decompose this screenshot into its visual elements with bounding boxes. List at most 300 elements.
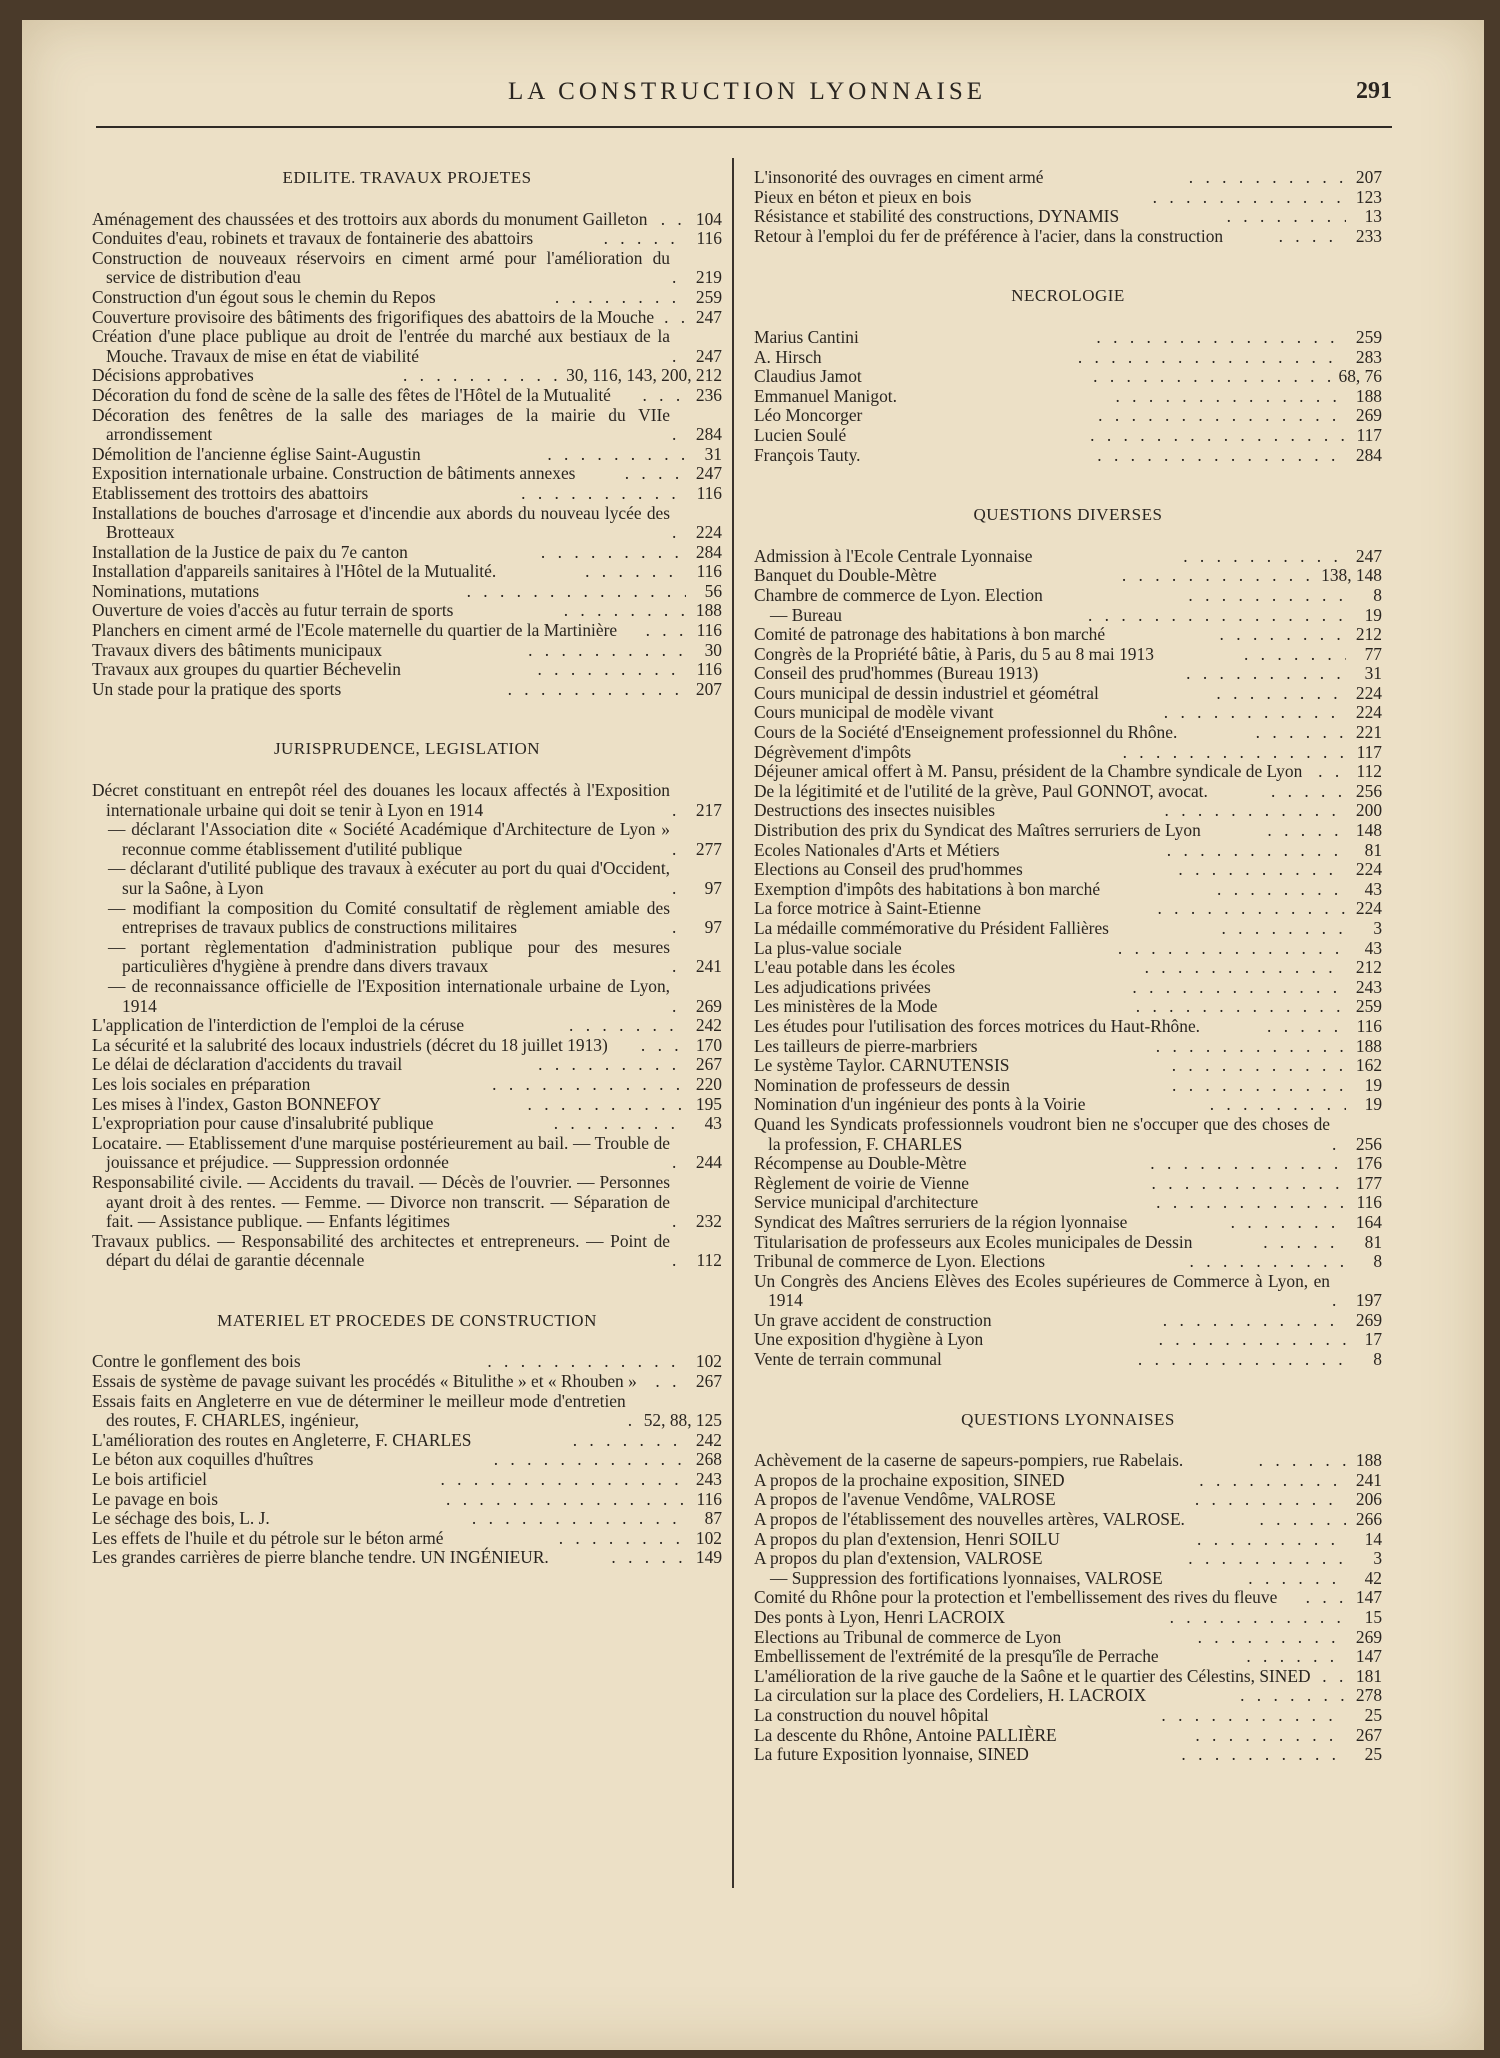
entry-text: Récompense au Double-Mètre [754, 1153, 967, 1174]
leader-dots [672, 879, 686, 899]
leader-dots [1167, 841, 1346, 861]
index-entry [754, 703, 1382, 723]
entry-page: 188 [1355, 1450, 1382, 1471]
leader-dots [573, 1431, 686, 1451]
entry-text: Règlement de voirie de Vienne [754, 1172, 969, 1193]
entry-page: 3 [1373, 918, 1383, 938]
leader-dots [403, 366, 564, 386]
leader-dots [1244, 645, 1346, 665]
entry-text: Couverture provisoire des bâtiments des frigorifiques des abattoirs de la Mouche [92, 306, 655, 327]
entry-text: Un stade pour la pratique des sports [92, 678, 342, 699]
index-entry [92, 406, 722, 445]
index-entry [754, 586, 1382, 606]
entry-page: 8 [1373, 1251, 1383, 1272]
entry-page: 147 [1355, 1587, 1383, 1608]
leader-dots [1156, 1037, 1346, 1057]
index-entry [92, 1509, 722, 1529]
leader-dots [585, 562, 686, 582]
entry-text: La construction du nouvel hôpital [754, 1704, 989, 1725]
index-entry [754, 743, 1382, 763]
entry-text: Essais faits en Angleterre en vue de déterminer le meilleur mode d'entretien des routes, F. CHARLES, ingénieur, [92, 1390, 626, 1431]
leader-dots [672, 425, 686, 445]
entry-page: 269 [1355, 405, 1382, 426]
entry-text: La médaille commémorative du Président Fallières [754, 918, 1109, 938]
index-entry [92, 1232, 722, 1271]
entry-page: 200 [1355, 800, 1383, 821]
entry-text: Exposition internationale urbaine. Construction de bâtiments annexes [92, 463, 576, 484]
entry-page: 284 [1355, 444, 1382, 465]
leader-dots [1195, 1490, 1346, 1510]
leader-dots [537, 660, 686, 680]
index-entry [754, 1628, 1382, 1648]
entry-text: Chambre de commerce de Lyon. Election [754, 584, 1043, 605]
leader-dots [1210, 1095, 1346, 1115]
entry-page: 97 [704, 878, 722, 898]
index-entry [754, 1510, 1382, 1530]
index-entry [754, 1549, 1382, 1569]
leader-dots [1153, 188, 1346, 208]
entry-text: Déjeuner amical offert à M. Pansu, président de la Chambre syndicale de Lyon [754, 761, 1303, 782]
entry-page: 116 [1356, 1192, 1382, 1213]
index-entry [754, 1233, 1382, 1253]
index-entry [754, 367, 1382, 387]
entry-page: 242 [695, 1015, 722, 1036]
index-entry [754, 188, 1382, 208]
entry-text: De la légitimité et de l'utilité de la grève, Paul GONNOT, avocat. [754, 780, 1208, 801]
entry-text: Service municipal d'architecture [754, 1192, 979, 1213]
entry-text: Nomination d'un ingénieur des ponts à la Voirie [754, 1094, 1086, 1115]
entry-page: 224 [1355, 859, 1383, 880]
leader-dots [672, 1251, 686, 1271]
entry-text: Conseil des prud'hommes (Bureau 1913) [754, 663, 1039, 684]
index-entry [92, 582, 722, 602]
entry-text: Construction d'un égout sous le chemin du Repos [92, 286, 436, 307]
leader-dots [672, 801, 686, 821]
index-entry [92, 327, 722, 366]
leader-dots [1195, 1726, 1346, 1746]
entry-page: 52, 88, 125 [643, 1410, 722, 1431]
leader-dots [1240, 1686, 1346, 1706]
leader-dots [467, 582, 686, 602]
entry-text: Elections au Conseil des prud'hommes [754, 859, 1023, 880]
index-entry [754, 958, 1382, 978]
leader-dots [664, 308, 686, 328]
leader-dots [1152, 1174, 1347, 1194]
index-entry [754, 841, 1382, 861]
entry-page: 241 [1355, 1469, 1382, 1490]
index-entry [754, 1490, 1382, 1510]
entry-page: 224 [695, 522, 722, 543]
leader-dots [1220, 625, 1346, 645]
leader-dots [641, 1036, 686, 1056]
entry-text: Installation d'appareils sanitaires à l'Hôtel de la Mutualité. [92, 561, 497, 582]
index-entry [92, 1173, 722, 1232]
index-entry [754, 1095, 1382, 1115]
leader-dots [1199, 1471, 1346, 1491]
entry-page: 25 [1364, 1704, 1383, 1725]
entry-page: 116 [696, 482, 723, 503]
entry-text: Admission à l'Ecole Centrale Lyonnaise [754, 545, 1033, 566]
entry-page: 284 [695, 541, 722, 562]
index-entry [754, 782, 1382, 802]
leader-dots [492, 1075, 686, 1095]
entry-text: Achèvement de la caserne de sapeurs-pompiers, rue Rabelais. [754, 1450, 1184, 1471]
leader-dots [1267, 1017, 1346, 1037]
index-entry [754, 348, 1382, 368]
entry-text: L'insonorité des ouvrages en ciment armé [754, 167, 1044, 187]
entry-page: 256 [1355, 1133, 1382, 1154]
leader-dots [1189, 168, 1346, 188]
section-gap [754, 465, 1382, 505]
entry-text: Distribution des prix du Syndicat des Maîtres serruriers de Lyon [754, 820, 1201, 841]
leader-dots [1231, 1213, 1346, 1233]
entry-page: 149 [695, 1547, 723, 1568]
entry-text: Décret constituant en entrepôt réel des douanes les locaux affectés à l'Exposition internationale urbaine qui doit se tenir à Lyon en 1914 [92, 780, 670, 820]
index-entry [754, 939, 1382, 959]
entry-text: A. Hirsch [754, 346, 822, 367]
index-entry [92, 249, 722, 288]
index-entry [92, 229, 722, 249]
index-entry [754, 762, 1382, 782]
index-entry [754, 1588, 1382, 1608]
index-entry [754, 1686, 1382, 1706]
entry-text: Travaux divers des bâtiments municipaux [92, 639, 383, 660]
entry-text: Le délai de déclaration d'accidents du travail [92, 1054, 403, 1075]
leader-dots [1097, 446, 1346, 466]
entry-page: 15 [1364, 1607, 1383, 1627]
entry-page: 102 [695, 1527, 722, 1548]
leader-dots [1267, 821, 1346, 841]
leader-dots [672, 997, 686, 1017]
index-entry [92, 1372, 722, 1392]
index-entry [92, 562, 722, 582]
entry-text: Elections au Tribunal de commerce de Lyon [754, 1626, 1062, 1647]
entry-text: Embellissement de l'extrémité de la presqu'île de Perrache [754, 1646, 1159, 1667]
entry-text: — modifiant la composition du Comité consultatif de règlement amiable des entreprises de travaux publics de constructions militaires [108, 897, 670, 938]
index-entry [92, 1392, 722, 1431]
index-entry [92, 938, 722, 977]
section-title: QUESTIONS DIVERSES [973, 505, 1163, 525]
entry-text: Le système Taylor. CARNUTENSIS [754, 1055, 1010, 1076]
leader-dots [1136, 997, 1346, 1017]
entry-page: 247 [695, 463, 723, 484]
entry-page: 188 [1355, 385, 1382, 406]
entry-page: 266 [1355, 1509, 1383, 1530]
index-entry [92, 1352, 722, 1372]
entry-text: Essais de système de pavage suivant les procédés « Bitulithe » et « Rhouben » [92, 1371, 637, 1392]
entry-text: Un Congrès des Anciens Elèves des Ecoles supérieures de Commerce à Lyon, en 1914 [754, 1270, 1330, 1311]
entry-page: 43 [704, 1113, 722, 1134]
entry-page: 269 [1355, 1309, 1383, 1330]
entry-text: A propos du plan d'extension, VALROSE [754, 1548, 1043, 1569]
entry-text: Décisions approbatives [92, 365, 254, 386]
entry-text: L'application de l'interdiction de l'emploi de la céruse [92, 1015, 465, 1036]
entry-text: Dégrèvement d'impôts [754, 741, 912, 762]
page-header [102, 78, 1392, 118]
entry-page: 116 [1356, 1015, 1383, 1036]
index-entry [754, 168, 1382, 188]
section-title: JURISPRUDENCE, LEGISLATION [273, 739, 541, 759]
entry-text: — portant règlementation d'administration publique pour des mesures particulières d'hygiène à prendre dans divers travaux [108, 936, 670, 977]
entry-text: La circulation sur la place des Cordeliers, H. LACROIX [754, 1685, 1147, 1706]
entry-page: 278 [1355, 1685, 1383, 1706]
index-entry [754, 645, 1382, 665]
entry-page: 104 [695, 208, 722, 229]
index-entry [92, 1431, 722, 1451]
leader-dots [1096, 328, 1346, 348]
section-title: EDILITE. TRAVAUX PROJETES [282, 168, 532, 187]
index-entry [92, 1529, 722, 1549]
index-entry [754, 227, 1382, 247]
leader-dots [1172, 1056, 1346, 1076]
leader-dots [672, 1153, 686, 1173]
entry-page: 259 [1355, 996, 1382, 1017]
leader-dots [1188, 586, 1346, 606]
entry-page: 224 [1355, 898, 1382, 919]
leader-dots [1165, 801, 1347, 821]
entry-page: 112 [696, 1250, 722, 1271]
section-gap [92, 1271, 722, 1311]
index-entry [754, 880, 1382, 900]
entry-text: Démolition de l'ancienne église Saint-Augustin [92, 443, 421, 464]
left-column [92, 168, 722, 1568]
leader-dots [1197, 1530, 1346, 1550]
leader-dots [1186, 664, 1346, 684]
entry-page: 97 [704, 917, 722, 938]
index-entry [92, 820, 722, 859]
leader-dots [672, 957, 686, 977]
index-entry [92, 1470, 722, 1490]
entry-text: A propos de l'avenue Vendôme, VALROSE [754, 1489, 1056, 1510]
entry-page: 259 [1355, 326, 1383, 347]
right-column [754, 168, 1382, 1765]
index-entry [92, 1114, 722, 1134]
entry-text: Les mises à l'index, Gaston BONNEFOY [92, 1093, 382, 1114]
entry-page: 284 [695, 424, 722, 445]
index-entry [754, 1647, 1382, 1667]
entry-page: 269 [695, 995, 722, 1016]
leader-dots [1183, 547, 1346, 567]
index-entry [754, 899, 1382, 919]
entry-page: 56 [704, 580, 723, 601]
entry-page: 206 [1355, 1489, 1382, 1510]
entry-text: Comité du Rhône pour la protection et l'embellissement des rives du fleuve [754, 1587, 1278, 1608]
leader-dots [1161, 1706, 1346, 1726]
index-entry [754, 919, 1382, 939]
leader-dots [1156, 1193, 1346, 1213]
entry-page: 267 [695, 1371, 723, 1392]
leader-dots [1088, 606, 1346, 626]
index-entry [92, 601, 722, 621]
index-entry [92, 1036, 722, 1056]
leader-dots [1145, 958, 1346, 978]
page-number: 291 [1356, 78, 1392, 104]
index-entry [754, 1608, 1382, 1628]
entry-page: 117 [1356, 424, 1382, 445]
entry-page: 224 [1355, 682, 1382, 703]
entry-text: Contre le gonflement des bois [92, 1351, 301, 1372]
entry-text: Les ministères de la Mode [754, 996, 938, 1017]
entry-text: Une exposition d'hygiène à Lyon [754, 1329, 984, 1350]
entry-text: Conduites d'eau, robinets et travaux de fontainerie des abattoirs [92, 228, 534, 249]
entry-page: 269 [1355, 1626, 1383, 1647]
entry-text: François Tauty. [754, 444, 861, 465]
entry-text: Création d'une place publique au droit de l'entrée du marché aux bestiaux de la Mouche. Travaux de mise en état de viabilité [92, 326, 670, 366]
index-entry [92, 464, 722, 484]
entry-page: 267 [695, 1054, 723, 1075]
leader-dots [672, 523, 686, 543]
leader-dots [494, 1450, 686, 1470]
leader-dots [1259, 1451, 1346, 1471]
leader-dots [1279, 227, 1346, 247]
index-entry [754, 406, 1382, 426]
entry-page: 247 [695, 306, 722, 327]
index-entry [754, 821, 1382, 841]
index-entry [754, 978, 1382, 998]
entry-page: 8 [1373, 1349, 1382, 1370]
entry-text: Le béton aux coquilles d'huîtres [92, 1449, 314, 1470]
leader-dots [1271, 782, 1346, 802]
entry-text: Installations de bouches d'arrosage et d'incendie aux abords du nouveau lycée des Brotteaux [92, 502, 670, 543]
entry-page: 188 [1355, 1035, 1382, 1056]
entry-page: 247 [1355, 545, 1383, 566]
index-entry [754, 1174, 1382, 1194]
leader-dots [1198, 1628, 1346, 1648]
index-entry [754, 801, 1382, 821]
index-entry [92, 1075, 722, 1095]
entry-text: Le bois artificiel [92, 1469, 207, 1490]
index-entry [92, 1490, 722, 1510]
entry-text: Le pavage en bois [92, 1488, 219, 1509]
leader-dots [1115, 387, 1346, 407]
entry-page: 117 [1356, 741, 1383, 762]
entry-text: Cours municipal de modèle vivant [754, 702, 994, 723]
entry-page: 138, 148 [1321, 565, 1382, 586]
entry-page: 3 [1373, 1548, 1383, 1569]
entry-page: 112 [1356, 761, 1382, 782]
index-entry [92, 386, 722, 406]
index-entry [754, 1213, 1382, 1233]
entry-page: 116 [696, 659, 723, 680]
entry-page: 8 [1373, 584, 1382, 605]
entry-page: 219 [695, 267, 722, 288]
index-entry [92, 1016, 722, 1036]
index-entry [92, 899, 722, 938]
leader-dots [1098, 406, 1346, 426]
leader-dots [642, 386, 686, 406]
entry-page: 87 [704, 1508, 723, 1529]
entry-page: 195 [695, 1093, 722, 1114]
entry-page: 147 [1355, 1646, 1382, 1667]
entry-text: Banquet du Double-Mètre [754, 565, 937, 586]
entry-page: 220 [695, 1073, 722, 1094]
leader-dots [1322, 1667, 1346, 1687]
section-gap [92, 699, 722, 739]
entry-text: Ecoles Nationales d'Arts et Métiers [754, 839, 1000, 860]
entry-text: Cours municipal de dessin industriel et géométral [754, 682, 1099, 703]
index-entry [92, 641, 722, 661]
leader-dots [1118, 939, 1346, 959]
leader-dots [440, 1470, 686, 1490]
entry-text: Les grandes carrières de pierre blanche tendre. UN INGÉNIEUR. [92, 1547, 549, 1568]
index-entry [92, 680, 722, 700]
entry-page: 162 [1355, 1055, 1383, 1076]
entry-text: — déclarant l'Association dite « Société Académique d'Architecture de Lyon » reconnue comme établissement d'utilité publique [108, 819, 670, 859]
index-entry [754, 1706, 1382, 1726]
leader-dots [559, 1529, 686, 1549]
index-entry [754, 1037, 1382, 1057]
index-entry [754, 207, 1382, 227]
index-entry [754, 1471, 1382, 1491]
index-entry [92, 1134, 722, 1173]
leader-dots [1090, 426, 1346, 446]
entry-text: Les adjudications privées [754, 976, 931, 997]
entry-text: — déclarant d'utilité publique des travaux à exécuter au port du quai d'Occident, sur la Saône, à Lyon [108, 858, 670, 898]
entry-page: 244 [695, 1152, 722, 1173]
leader-dots [1178, 860, 1346, 880]
leader-dots [1163, 1311, 1346, 1331]
leader-dots [541, 543, 686, 563]
entry-text: Tribunal de commerce de Lyon. Elections [754, 1251, 1046, 1272]
index-entry [92, 660, 722, 680]
index-entry [754, 625, 1382, 645]
leader-dots [472, 1509, 686, 1529]
index-entry [92, 621, 722, 641]
entry-page: 31 [704, 443, 722, 464]
index-entry [754, 1451, 1382, 1471]
index-entry [754, 426, 1382, 446]
index-entry [754, 684, 1382, 704]
leader-dots [1221, 919, 1346, 939]
leader-dots [628, 1411, 642, 1431]
index-entry [92, 445, 722, 465]
entry-text: Construction de nouveaux réservoirs en ciment armé pour l'amélioration du service de distribution d'eau [92, 247, 670, 288]
entry-page: 116 [696, 228, 722, 249]
entry-text: Les effets de l'huile et du pétrole sur le béton armé [92, 1527, 444, 1548]
leader-dots [1318, 762, 1346, 782]
index-entry [754, 997, 1382, 1017]
leader-dots [1216, 684, 1346, 704]
leader-dots [1123, 743, 1346, 763]
entry-page: 277 [695, 838, 722, 859]
entry-page: 207 [1355, 167, 1383, 187]
leader-dots [1093, 367, 1336, 387]
entry-text: Travaux publics. — Responsabilité des architectes et entrepreneurs. — Point de départ du délai de garantie décennale [92, 1230, 670, 1271]
entry-page: 181 [1355, 1665, 1383, 1686]
leader-dots [1172, 1076, 1346, 1096]
entry-text: A propos de la prochaine exposition, SINED [754, 1469, 1065, 1490]
entry-page: 13 [1364, 206, 1382, 227]
entry-text: Pieux en béton et pieux en bois [754, 186, 972, 207]
entry-text: Syndicat des Maîtres serruriers de la région lyonnaise [754, 1211, 1128, 1232]
entry-page: 30, 116, 143, 200, 212 [566, 365, 723, 386]
index-entry [754, 547, 1382, 567]
leader-dots [672, 347, 686, 367]
entry-page: 102 [695, 1351, 722, 1372]
index-entry [754, 1667, 1382, 1687]
index-entry [754, 723, 1382, 743]
index-entry [92, 781, 722, 820]
entry-page: 116 [696, 561, 723, 582]
entry-text: L'amélioration de la rive gauche de la Saône et le quartier des Célestins, SINED [754, 1665, 1311, 1686]
index-entry [92, 210, 722, 230]
leader-dots [646, 621, 686, 641]
index-entry [754, 1311, 1382, 1331]
entry-page: 268 [695, 1449, 722, 1470]
entry-text: Travaux aux groupes du quartier Béchevelin [92, 659, 401, 680]
index-entry [92, 1055, 722, 1075]
entry-text: Des ponts à Lyon, Henri LACROIX [754, 1607, 1006, 1627]
